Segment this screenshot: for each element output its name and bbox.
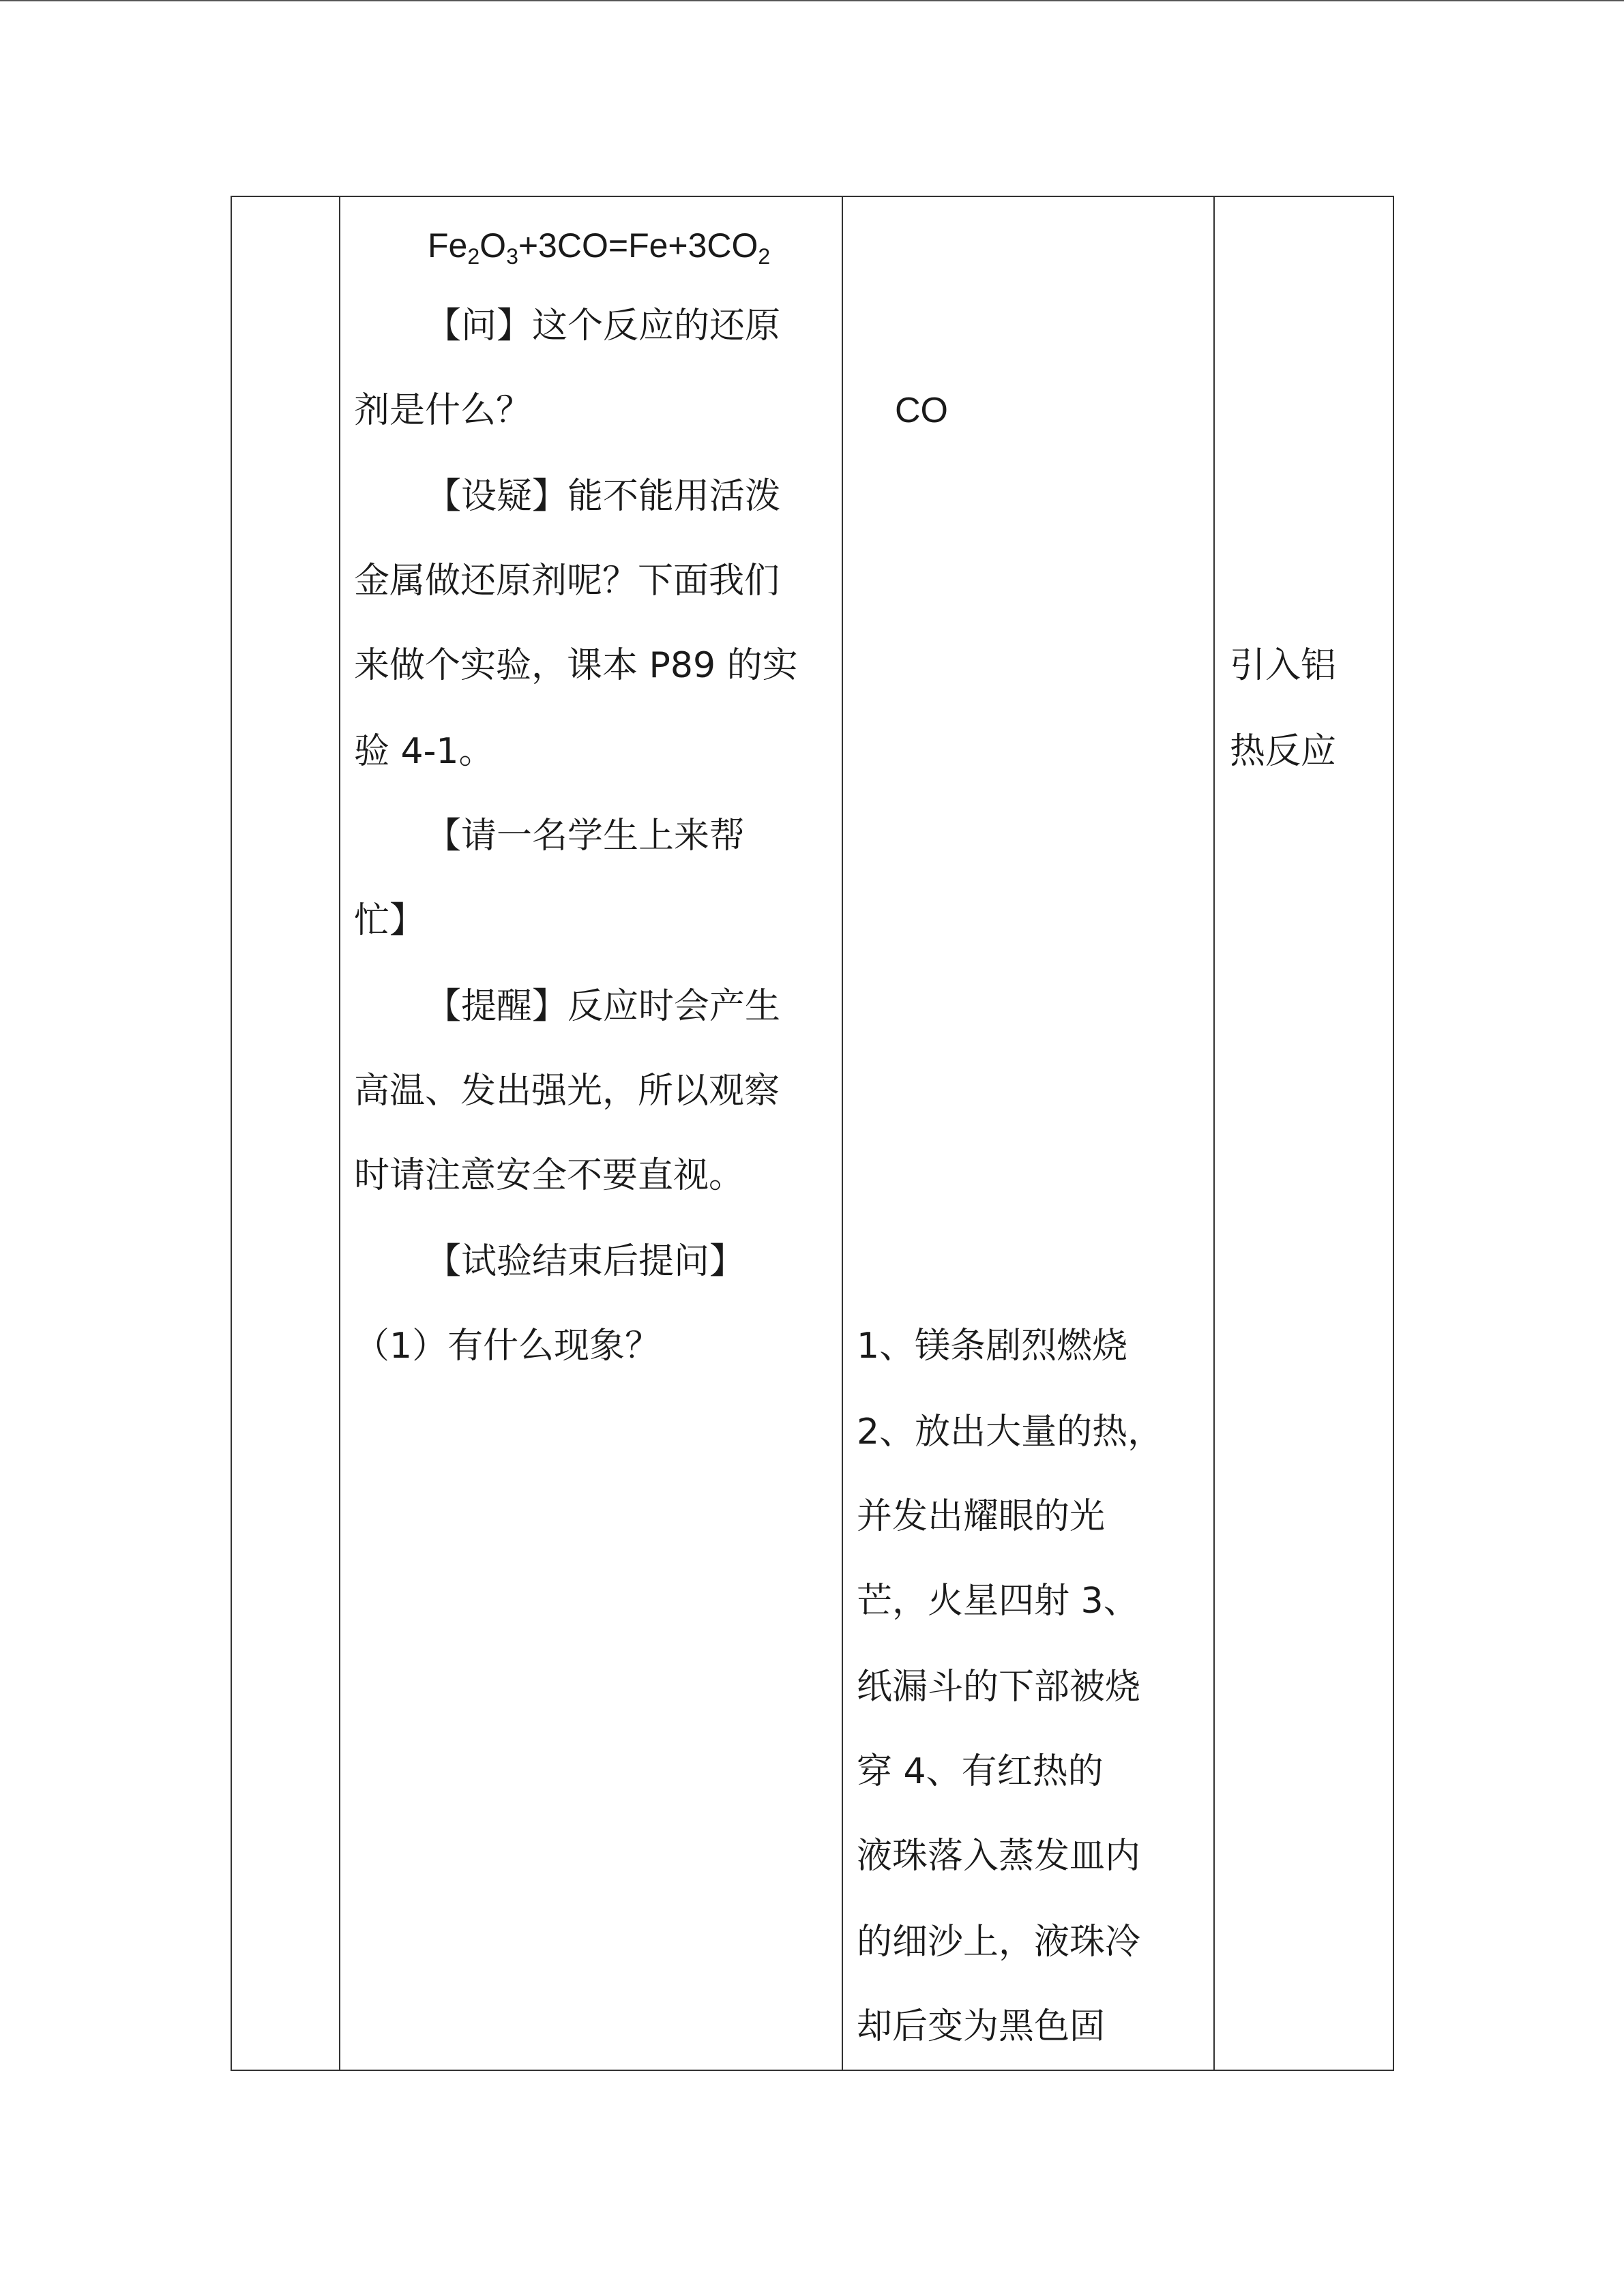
teacher-line: 【问】这个反应的还原 [426, 305, 781, 346]
teacher-line: 剂是什么？ [354, 390, 532, 431]
teacher-line: 时请注意安全不要直视。 [354, 1155, 745, 1196]
teacher-line: （1）有什么现象？ [354, 1326, 661, 1367]
student-line: 纸漏斗的下部被烧 [857, 1667, 1141, 1708]
teacher-line: 【试验结束后提问】 [426, 1241, 745, 1282]
student-line: 液珠落入蒸发皿内 [857, 1836, 1141, 1877]
student-line: 2、放出大量的热， [857, 1412, 1164, 1452]
teacher-line: 金属做还原剂呢？下面我们 [354, 561, 780, 601]
student-line: 却后变为黑色固 [857, 2006, 1106, 2047]
student-answer: CO [895, 391, 948, 430]
intent-line: 引入铝 [1230, 645, 1337, 686]
teacher-line: 【请一名学生上来帮 [426, 816, 745, 856]
reaction-formula: $Fe_2O_3+3CO=Fe+3CO_2$ [428, 226, 771, 269]
lesson-plan-table [231, 196, 1394, 2071]
student-line: 的细沙上，液珠冷 [857, 1922, 1141, 1963]
student-line: 芒，火星四射 3、 [857, 1581, 1139, 1622]
intent-line: 热反应 [1230, 731, 1337, 772]
page-top-rule [0, 0, 1624, 1]
teacher-line: 【提醒】反应时会产生 [426, 986, 781, 1027]
teacher-line: 高温、发出强光，所以观察 [354, 1071, 780, 1112]
table-column-teacher-activity [340, 197, 843, 2070]
table-column-student-activity [843, 197, 1215, 2070]
student-line: 并发出耀眼的光 [857, 1496, 1106, 1537]
teacher-line: 验 4-1。 [354, 731, 494, 772]
teacher-line: 忙】 [354, 900, 426, 941]
teacher-line: 来做个实验，课本 P89 的实 [354, 645, 798, 686]
student-line: 穿 4、有红热的 [857, 1751, 1104, 1792]
teacher-line: 【设疑】能不能用活泼 [426, 476, 781, 517]
table-column-stage [232, 197, 340, 2070]
student-line: 1、镁条剧烈燃烧 [857, 1326, 1128, 1367]
table-column-design-intent [1215, 197, 1394, 2070]
